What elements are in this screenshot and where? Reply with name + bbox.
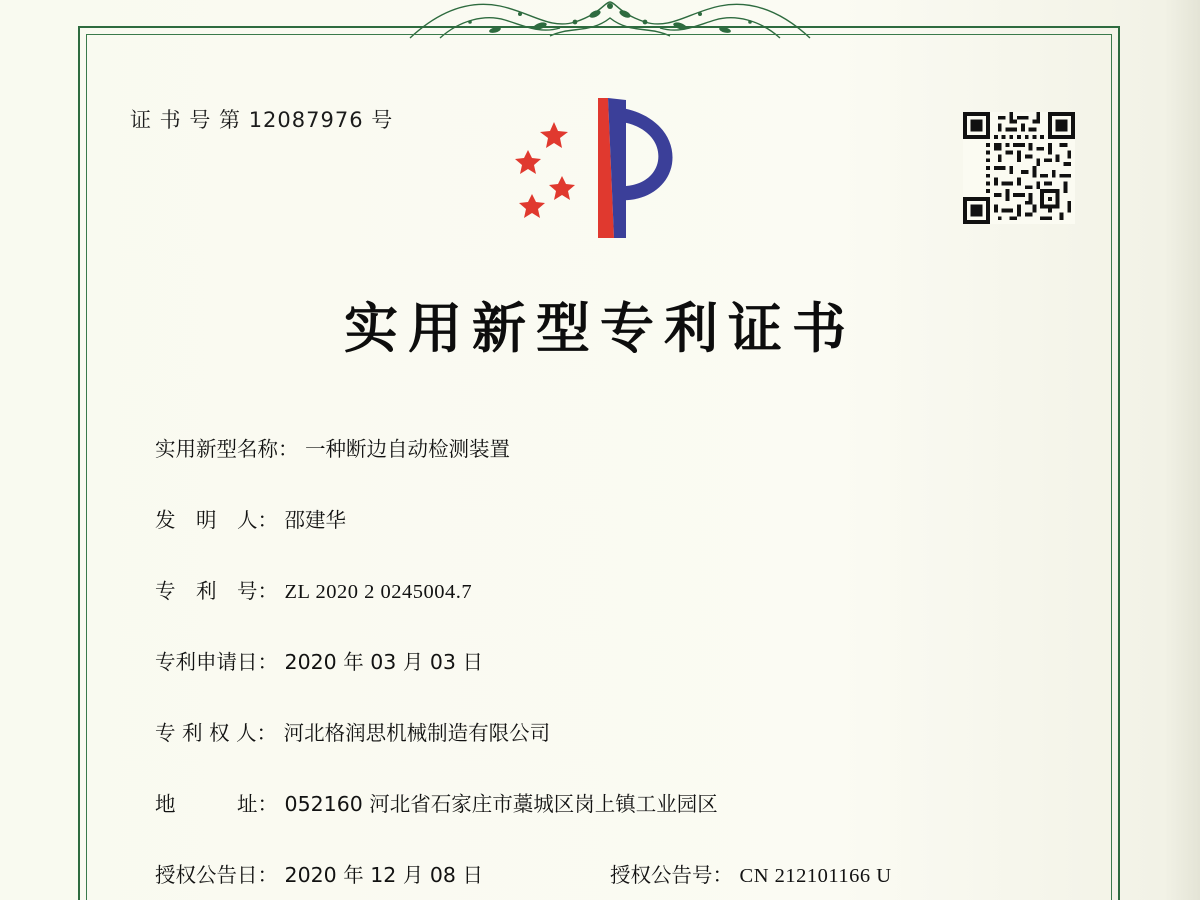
- grant-date-label: 授权公告日：: [155, 863, 278, 887]
- field-row-utility-model-name: [155, 432, 1075, 503]
- field-row-patentee: [155, 716, 1075, 787]
- field-row-inventor: [155, 503, 1075, 574]
- field-row-patent-number: [155, 574, 1075, 645]
- field-label: 地 址：: [155, 792, 278, 816]
- field-label: 专利申请日：: [155, 650, 278, 674]
- field-label: 实用新型名称：: [155, 437, 299, 461]
- field-value: 邵建华: [284, 508, 347, 532]
- grant-number-group: [610, 858, 892, 888]
- field-label: 专 利 权 人：: [155, 721, 278, 745]
- page-title: 实用新型专利证书: [344, 297, 856, 360]
- field-value: 一种断边自动检测装置: [305, 437, 511, 461]
- qr-code: [963, 112, 1075, 224]
- field-label: 专 利 号：: [155, 579, 278, 603]
- field-value: 河北格润思机械制造有限公司: [283, 721, 551, 745]
- certificate-number: 证 书 号 第 12087976 号: [130, 108, 394, 132]
- field-row-grant-announcement: [155, 858, 1075, 900]
- field-value: 052160 河北省石家庄市藁城区岗上镇工业园区: [284, 792, 718, 816]
- field-value: ZL 2020 2 0245004.7: [284, 581, 473, 603]
- field-label: 发 明 人：: [155, 508, 278, 532]
- field-row-address: [155, 787, 1075, 858]
- grant-number-label: 授权公告号：: [610, 863, 733, 887]
- grant-date-value: 2020 年 12 月 08 日: [284, 863, 483, 887]
- field-row-application-date: [155, 645, 1075, 716]
- cnipa-logo-icon: [510, 90, 690, 250]
- certificate-fields: [155, 432, 1075, 900]
- field-value: 2020 年 03 月 03 日: [284, 650, 483, 674]
- grant-number-value: CN 212101166 U: [739, 865, 892, 887]
